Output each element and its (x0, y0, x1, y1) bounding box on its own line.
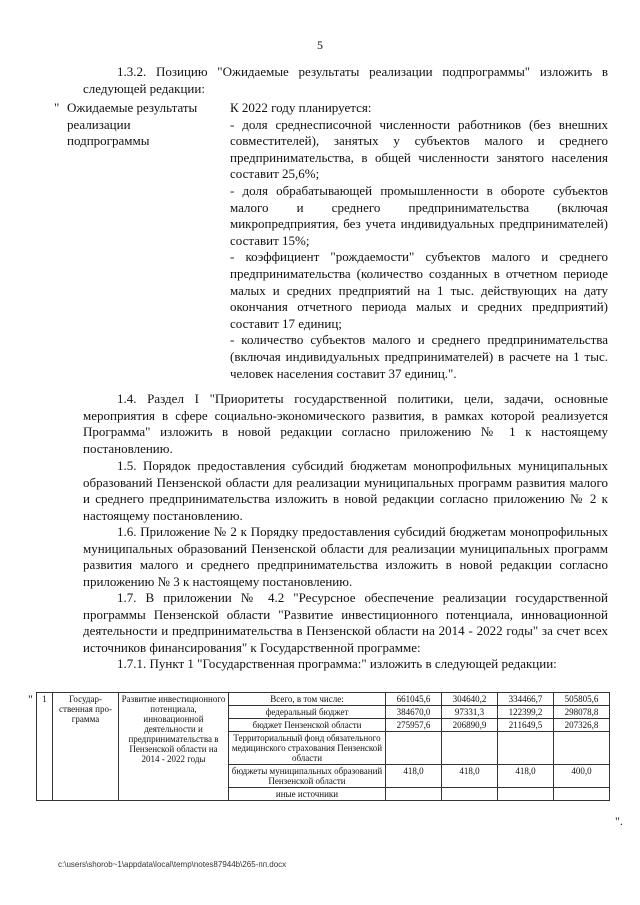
footer-file-path: c:\users\shorob~1\appdata\local\temp\notes87944b\265-пп.docx (58, 860, 287, 869)
results-intro: К 2022 году планируется: (230, 100, 372, 115)
program-name: Развитие инвестиционного потенциала, инновационной деятельности и предпринимательства в Пензенской области на 2014 - 2022 годы (119, 693, 229, 801)
value-cell: 384670,0 (386, 706, 442, 719)
paragraph-1-6: 1.6. Приложение № 2 к Порядку предоставления субсидий бюджетам монопрофильных муниципальных образований Пензенской области для реализации муниципальных программ развития малого и среднего предпринимательства изложить в новой редакции согласно приложению № 3 к настоящему постановлению. (83, 524, 608, 589)
source-label: бюджеты муниципальных образований Пензенской области (229, 765, 386, 788)
expected-results-label: Ожидаемые результаты реализации подпрограммы (67, 100, 198, 149)
paragraph-1-4: 1.4. Раздел I "Приоритеты государственной политики, цели, задачи, основные мероприятия в сфере социально-экономического развития, в рамках которой реализуется Программа" изложить в новой редакции согласно приложению № 1 к настоящему постановлению. (83, 391, 608, 456)
value-cell: 97331,3 (442, 706, 498, 719)
value-cell (498, 788, 554, 801)
value-cell: 418,0 (442, 765, 498, 788)
table-quote-close: ". (615, 814, 623, 828)
source-label: бюджет Пензенской области (229, 719, 386, 732)
expected-results-text (230, 100, 608, 382)
source-label: федеральный бюджет (229, 706, 386, 719)
table-quote-open: " (28, 692, 33, 706)
value-cell: 661045,6 (386, 693, 442, 706)
paragraph-1-5: 1.5. Порядок предоставления субсидий бюджетам монопрофильных муниципальных образований Пензенской области для реализации муниципальных программ развития малого и среднего предпринимательства изложить в новой редакции согласно приложению № 2 к настоящему постановлению. (83, 458, 608, 523)
value-cell: 298078,8 (554, 706, 610, 719)
page-number: 5 (317, 38, 323, 52)
value-cell: 206890,9 (442, 719, 498, 732)
source-label: иные источники (229, 788, 386, 801)
value-cell: 505805,6 (554, 693, 610, 706)
row-number: 1 (37, 693, 53, 801)
program-type: Государ-ственная про-грамма (53, 693, 119, 801)
value-cell: 275957,6 (386, 719, 442, 732)
table-row (37, 693, 610, 706)
source-label: Всего, в том числе: (229, 693, 386, 706)
value-cell (442, 788, 498, 801)
value-cell: 304640,2 (442, 693, 498, 706)
value-cell (386, 732, 442, 765)
value-cell (498, 732, 554, 765)
value-cell: 122399,2 (498, 706, 554, 719)
value-cell: 211649,5 (498, 719, 554, 732)
quote-open: " (54, 100, 60, 115)
results-item: - количество субъектов малого и среднего предпринимательства (включая индивидуальных предпринимателей) в расчете на 1 тыс. человек населения составит 37 единиц.". (230, 332, 608, 381)
paragraph-1-7: 1.7. В приложении № 4.2 "Ресурсное обеспечение реализации государственной программы Пензенской области "Развитие инвестиционного потенциала, инновационной деятельности и предпринимательства в Пензенской области на 2014 - 2022 годы" за счет всех источников финансирования" к Государственной программе: (83, 590, 608, 655)
value-cell (442, 732, 498, 765)
value-cell: 418,0 (386, 765, 442, 788)
value-cell: 418,0 (498, 765, 554, 788)
results-item: - доля среднесписочной численности работников (без внешних совместителей), занятых у субъектов малого и среднего предпринимательства, в общей численности занятого населения составит 25,6%; (230, 116, 608, 182)
value-cell: 207326,8 (554, 719, 610, 732)
value-cell (554, 788, 610, 801)
paragraph-1-3-2: 1.3.2. Позицию "Ожидаемые результаты реализации подпрограммы" изложить в следующей редакции: (83, 64, 608, 96)
paragraph-1-7-1: 1.7.1. Пункт 1 "Государственная программа:" изложить в следующей редакции: (117, 656, 557, 671)
value-cell: 400,0 (554, 765, 610, 788)
results-item: - коэффициент "рождаемости" субъектов малого и среднего предпринимательства (количество созданных в отчетном периоде малых и средних предприятий на 1 тыс. действующих на дату окончания отчетного периода малых и средних предприятий) составит 17 единиц; (230, 249, 608, 331)
results-item: - доля обрабатывающей промышленности в обороте субъектов малого и среднего предпринимательства (включая микропредприятия, без учета индивидуальных предпринимателей) составит 15%; (230, 182, 608, 248)
source-label: Территориальный фонд обязательного медицинского страхования Пензенской области (229, 732, 386, 765)
value-cell (554, 732, 610, 765)
value-cell (386, 788, 442, 801)
resource-table (36, 692, 609, 801)
value-cell: 334466,7 (498, 693, 554, 706)
